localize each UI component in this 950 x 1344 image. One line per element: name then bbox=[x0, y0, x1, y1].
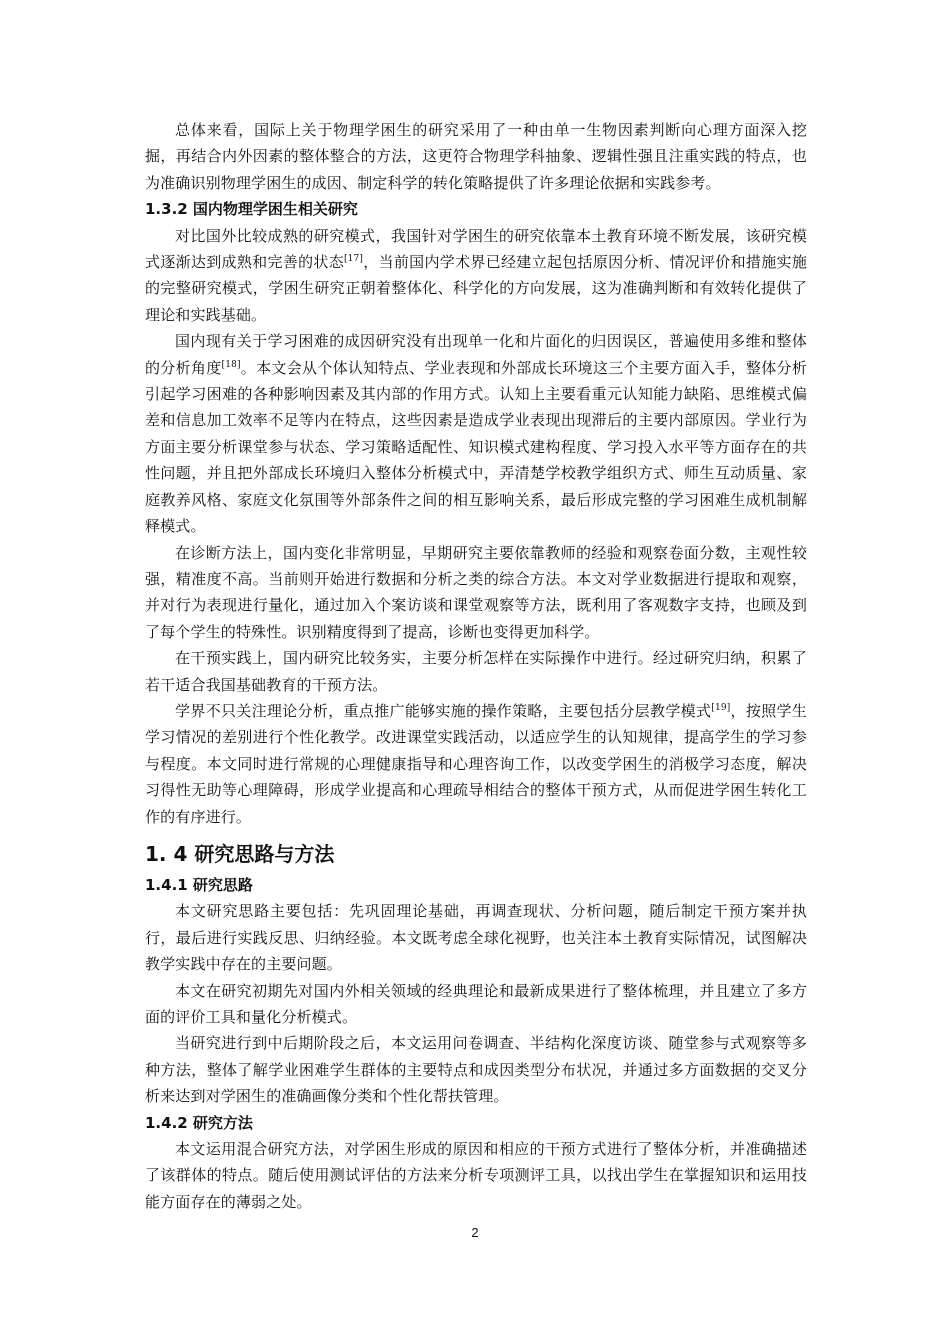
paragraph-international-summary: 总体来看，国际上关于物理学困生的研究采用了一种由单一生物因素判断向心理方面深入挖掘，再结合内外因素的整体整合的方法，这更符合物理学科抽象、逻辑性强且注重实践的特点，也为准确识别物理学困生的成因、制定科学的转化策略提供了许多理论依据和实践参考。 bbox=[145, 121, 807, 192]
paragraph-domestic-2-part-a: 国内现有关于学习困难的成因研究没有出现单一化和片面化的归因误区，普遍使用多维和整体的分析角度 bbox=[145, 332, 807, 377]
paragraph-domestic-5 bbox=[145, 698, 807, 830]
paragraph-domestic-5-part-b: ，按照学生学习情况的差别进行个性化教学。改进课堂实践活动，以适应学生的认知规律，提高学生的学习参与程度。本文同时进行常规的心理健康指导和心理咨询工作，以改变学困生的消极学习态度，解决习得性无助等心理障碍，形成学业提高和心理疏导相结合的整体干预方式，从而促进学困生转化工作的有序进行。 bbox=[145, 701, 807, 826]
paragraph-research-method-1: 本文运用混合研究方法，对学困生形成的原因和相应的干预方式进行了整体分析，并准确描述了该群体的特点。随后使用测试评估的方法来分析专项测评工具，以找出学生在掌握知识和运用技能方面存在的薄弱之处。 bbox=[145, 1140, 807, 1211]
section-heading-1-4: 1. 4 研究思路与方法 bbox=[145, 841, 335, 866]
paragraph-domestic-3: 在诊断方法上，国内变化非常明显，早期研究主要依靠教师的经验和观察卷面分数，主观性较强，精准度不高。当前则开始进行数据和分析之类的综合方法。本文对学业数据进行提取和观察，并对行为表现进行量化，通过加入个案访谈和课堂观察等方法，既利用了客观数字支持，也顾及到了每个学生的特殊性。识别精度得到了提高，诊断也变得更加科学。 bbox=[145, 543, 807, 641]
paragraph-research-idea-2: 本文在研究初期先对国内外相关领域的经典理论和最新成果进行了整体梳理，并且建立了多方面的评价工具和量化分析模式。 bbox=[145, 981, 807, 1026]
citation-18: [18] bbox=[221, 359, 241, 370]
paragraph-research-idea-3: 当研究进行到中后期阶段之后，本文运用问卷调查、半结构化深度访谈、随堂参与式观察等多种方法，整体了解学业困难学生群体的主要特点和成因类型分布状况，并通过多方面数据的交叉分析来达到对学困生的准确画像分类和个性化帮扶管理。 bbox=[145, 1034, 807, 1106]
paragraph-research-idea-1: 本文研究思路主要包括：先巩固理论基础，再调查现状、分析问题，随后制定干预方案并执行，最后进行实践反思、归纳经验。本文既考虑全球化视野，也关注本土教育实际情况，试图解决教学实践中存在的主要问题。 bbox=[145, 902, 807, 974]
page-body bbox=[145, 117, 807, 1215]
citation-17: [17] bbox=[344, 254, 364, 265]
paragraph-domestic-1-part-b: ，当前国内学术界已经建立起包括原因分析、情况评价和措施实施的完整研究模式，学困生研究正朝着整体化、科学化的方向发展，这为准确判断和有效转化提供了理论和实践基础。 bbox=[145, 253, 807, 324]
page-number: 2 bbox=[471, 1225, 479, 1240]
paragraph-domestic-4: 在干预实践上，国内研究比较务实，主要分析怎样在实际操作中进行。经过研究归纳，积累了若干适合我国基础教育的干预方法。 bbox=[145, 649, 807, 694]
paragraph-domestic-1 bbox=[145, 223, 807, 329]
section-heading-1-4-2: 1.4.2 研究方法 bbox=[145, 1113, 253, 1132]
paragraph-domestic-2 bbox=[145, 328, 807, 539]
paragraph-domestic-2-part-b: 。本文会从个体认知特点、学业表现和外部成长环境这三个主要方面入手，整体分析引起学习困难的各种影响因素及其内部的作用方式。认知上主要看重元认知能力缺陷、思维模式偏差和信息加工效率不足等内在特点，这些因素是造成学业表现出现滞后的主要内部原因。学业行为方面主要分析课堂参与状态、学习策略适配性、知识模式建构程度、学习投入水平等方面存在的共性问题，并且把外部成长环境归入整体分析模式中，弄清楚学校教学组织方式、师生互动质量、家庭教养风格、家庭文化氛围等外部条件之间的相互影响关系，最后形成完整的学习困难生成机制解释模式。 bbox=[145, 358, 807, 536]
section-heading-1-4-1: 1.4.1 研究思路 bbox=[145, 875, 253, 894]
section-heading-1-3-2: 1.3.2 国内物理学困生相关研究 bbox=[145, 200, 358, 219]
citation-19: [19] bbox=[711, 702, 731, 713]
paragraph-domestic-1-part-a: 对比国外比较成熟的研究模式，我国针对学困生的研究依靠本土教育环境不断发展，该研究模式逐渐达到成熟和完善的状态 bbox=[145, 226, 807, 272]
paragraph-domestic-5-part-a: 学界不只关注理论分析，重点推广能够实施的操作策略，主要包括分层教学模式 bbox=[175, 701, 712, 720]
